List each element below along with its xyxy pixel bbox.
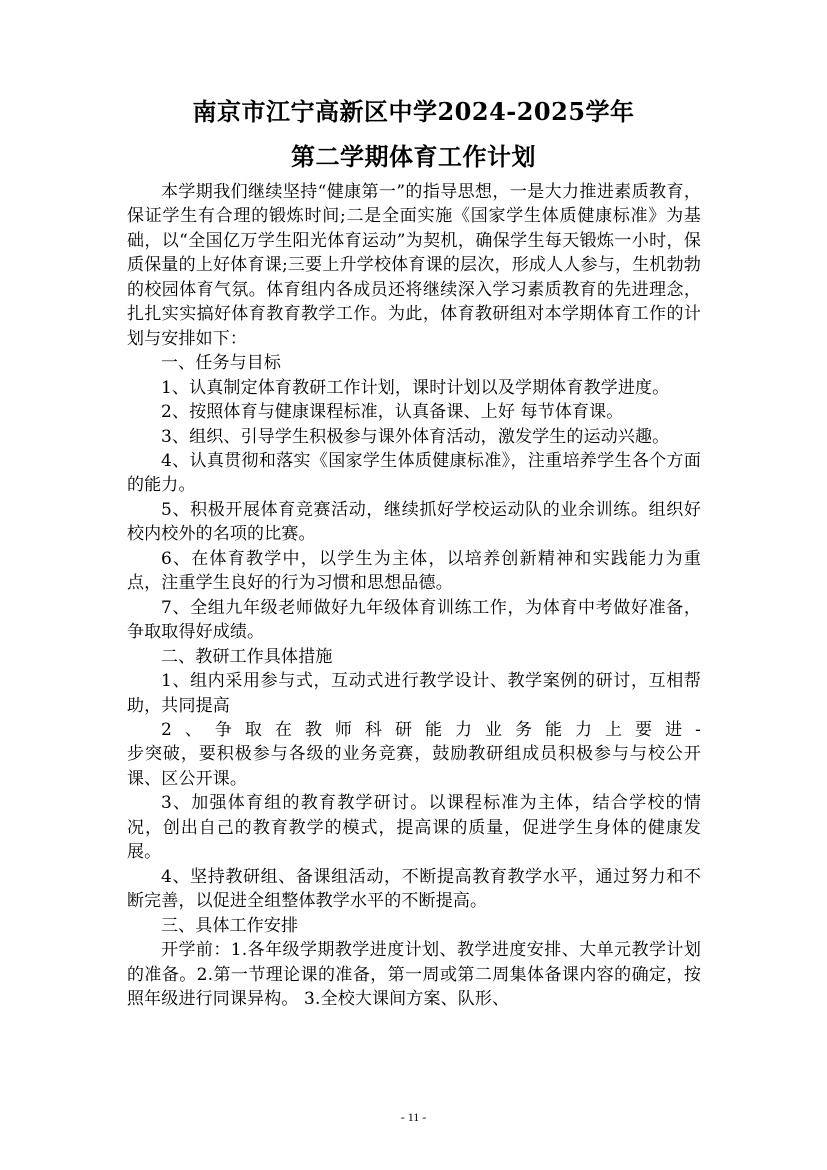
document-title-line-1: 南京市江宁高新区中学2024-2025学年 xyxy=(192,97,635,126)
section-heading-work-arrangement: 三、具体工作安排 xyxy=(161,915,299,936)
list-item: 1、认真制定体育教研工作计划，课时计划以及学期体育教学进度。 xyxy=(161,377,670,398)
list-item-continuation: 步突破，要积极参与各级的业务竞赛，鼓励教研组成员积极参与与校公开课、区公开课。 xyxy=(127,744,701,789)
list-item: 7、全组九年级老师做好九年级体育训练工作，为体育中考做好准备，争取取得好成绩。 xyxy=(127,597,701,643)
list-item: 6、在体育教学中，以学生为主体，以培养创新精神和实践能力为重点，注重学生良好的行为习惯和思想品德。 xyxy=(127,548,701,594)
list-item: 3、加强体育组的教育教学研讨。以课程标准为主体，结合学校的情况，创出自己的教育教学的模式，提高课的质量，促进学生身体的健康发展。 xyxy=(127,793,701,863)
document-title-line-2: 第二学期体育工作计划 xyxy=(291,142,536,171)
page-number: - 11 - xyxy=(400,1110,427,1124)
section-heading-tasks-goals: 一、任务与目标 xyxy=(161,353,282,374)
intro-paragraph: 本学期我们继续坚持“健康第一”的指导思想，一是大力推进素质教育，保证学生有合理的锻炼时间;二是全面实施《国家学生体质健康标准》为基础，以“全国亿万学生阳光体育运动”为契机，确保学生每天锻炼一小时，保质保量的上好体育课;三要上升学校体育课的层次，形成人人参与，生机勃勃的校园体育气氛。体育组内各成员还将继续深入学习素质教育的先进理念，扎扎实实搞好体育教育教学工作。为此，体育教研组对本学期体育工作的计划与安排如下： xyxy=(127,182,701,349)
list-item: 4、坚持教研组、备课组活动，不断提高教育教学水平，通过努力和不断完善，以促进全组整体教学水平的不断提高。 xyxy=(127,866,701,912)
list-item: 4、认真贯彻和落实《国家学生体质健康标准》，注重培养学生各个方面的能力。 xyxy=(127,450,701,496)
list-item: 2、按照体育与健康课程标准，认真备课、上好 每节体育课。 xyxy=(161,402,624,423)
list-item: 5、积极开展体育竞赛活动，继续抓好学校运动队的业余训练。组织好校内校外的名项的比赛。 xyxy=(127,499,701,545)
section-heading-research-measures: 二、教研工作具体措施 xyxy=(161,646,333,667)
list-item: 3、组织、引导学生积极参与课外体育活动，激发学生的运动兴趣。 xyxy=(161,426,670,447)
list-item: 2、争取在教师科研能力业务能力上要进- xyxy=(161,719,701,740)
list-item: 1、组内采用参与式，互动式进行教学设计、教学案例的研讨，互相帮助，共同提高 xyxy=(127,671,701,716)
arrangement-paragraph: 开学前：1.各年级学期教学进度计划、教学进度安排、大单元教学计划的准备。2.第一节理论课的准备，第一周或第二周集体备课内容的确定，按照年级进行同课异构。 3.全校大课间方案、队形、 xyxy=(127,940,701,1009)
document-body xyxy=(127,180,701,1011)
